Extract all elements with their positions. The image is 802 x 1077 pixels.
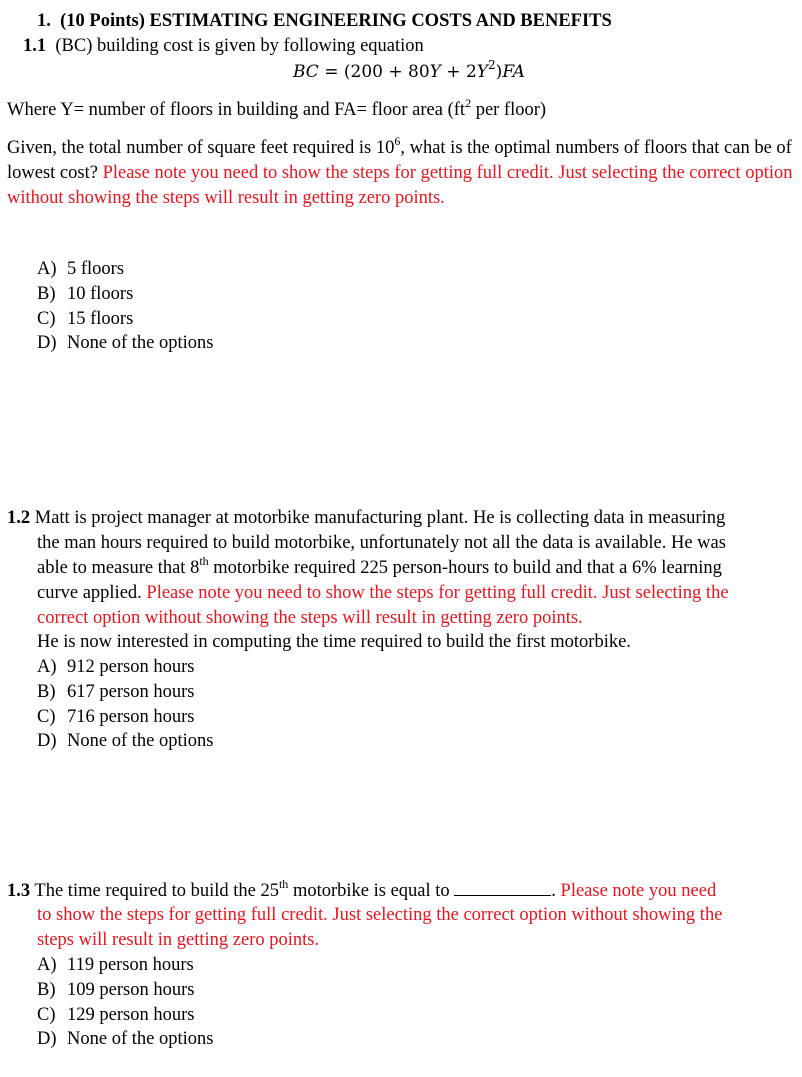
equation-v3: FA xyxy=(502,62,525,82)
option-text: 109 person hours xyxy=(67,979,195,1000)
q13-line1c: . xyxy=(551,881,561,901)
section-number: 1. xyxy=(37,11,51,31)
option-letter: A) xyxy=(37,259,57,279)
q13-line1a: The time required to build the 25 xyxy=(34,881,279,901)
option-text: 129 person hours xyxy=(67,1004,195,1025)
section-title: (10 Points) ESTIMATING ENGINEERING COSTS AND BENEFITS xyxy=(60,11,612,31)
question-1-3-line3: steps will result in getting zero points. xyxy=(37,930,320,950)
option-letter: B) xyxy=(37,681,56,702)
option-text: 5 floors xyxy=(67,259,125,279)
option-letter: B) xyxy=(37,979,56,1000)
option-text: 716 person hours xyxy=(67,706,195,727)
option-letter: C) xyxy=(37,308,56,329)
q12-line3a: able to measure that 8 xyxy=(37,558,200,578)
equation-c1: 200 xyxy=(350,62,383,82)
question-1-2-line4 xyxy=(37,581,729,606)
option-d xyxy=(37,1027,213,1052)
option-a xyxy=(37,257,213,282)
option-letter: C) xyxy=(37,706,56,727)
question-intro: (BC) building cost is given by following equation xyxy=(55,36,424,56)
option-text: None of the options xyxy=(67,333,214,354)
question-number: 1.3 xyxy=(7,881,31,901)
options-1-2 xyxy=(37,655,213,754)
option-letter: D) xyxy=(37,1029,57,1050)
option-a xyxy=(37,655,213,680)
option-letter: A) xyxy=(37,955,57,975)
given-superscript: 6 xyxy=(394,133,401,148)
credit-note: Please note you need to show the steps for getting full credit. Just selecting the correct option without showing the steps will result in getting zero points. xyxy=(7,162,793,208)
question-1-2-line3 xyxy=(37,553,722,581)
question-1-2-line5: correct option without showing the steps will result in getting zero points. xyxy=(37,608,583,628)
q12-superscript: th xyxy=(199,553,209,568)
option-letter: D) xyxy=(37,333,57,354)
option-letter: D) xyxy=(37,731,57,752)
question-1-1-intro xyxy=(23,34,424,59)
given-paragraph xyxy=(7,133,797,210)
option-text: 10 floors xyxy=(67,283,134,304)
equation-v2: Y xyxy=(476,62,489,82)
option-letter: C) xyxy=(37,1004,56,1025)
where-text-a: Where Y= number of floors in building and FA= floor area (ft xyxy=(7,100,466,120)
question-1-2-line2: the man hours required to build motorbike, unfortunately not all the data is available. He was xyxy=(37,533,726,553)
option-b xyxy=(37,680,213,705)
option-letter: A) xyxy=(37,657,57,677)
option-c xyxy=(37,1003,213,1028)
equation-eq: = ( xyxy=(318,62,351,82)
q12-line1: Matt is project manager at motorbike manufacturing plant. He is collecting data in measuring xyxy=(34,508,726,528)
credit-note: Please note you need xyxy=(560,881,717,901)
given-text-a: Given, the total number of square feet required is 10 xyxy=(7,138,395,158)
where-definition xyxy=(7,95,547,123)
option-text: None of the options xyxy=(67,1029,214,1050)
option-b xyxy=(37,978,213,1003)
options-1-1 xyxy=(37,257,213,356)
question-1-2-line6: He is now interested in computing the time required to build the first motorbike. xyxy=(37,632,631,652)
section-heading xyxy=(37,9,612,34)
equation-exponent: 2 xyxy=(488,58,496,73)
cost-equation xyxy=(293,60,525,85)
option-text: 119 person hours xyxy=(67,955,194,975)
credit-note: Please note you need to show the steps for getting full credit. Just selecting the xyxy=(146,583,729,603)
option-letter: B) xyxy=(37,283,56,304)
option-b xyxy=(37,282,213,307)
q12-line4a: curve applied. xyxy=(37,583,147,603)
q12-line3b: motorbike required 225 person-hours to build and that a 6% learning xyxy=(208,558,722,578)
option-text: 912 person hours xyxy=(67,657,195,677)
equation-lhs: BC xyxy=(293,62,319,82)
option-c xyxy=(37,705,213,730)
option-a xyxy=(37,953,213,978)
equation-plus1: + xyxy=(382,62,409,82)
given-text-b: , what is the optimal numbers of floors that can be of lowest cost? xyxy=(7,138,792,183)
option-text: 15 floors xyxy=(67,308,134,329)
q13-line1b: motorbike is equal to xyxy=(288,881,455,901)
where-text-b: per floor) xyxy=(471,100,547,120)
equation-v1: Y xyxy=(429,62,441,82)
option-text: None of the options xyxy=(67,731,214,752)
question-number: 1.1 xyxy=(23,36,47,56)
where-superscript: 2 xyxy=(465,95,472,110)
option-text: 617 person hours xyxy=(67,681,195,702)
equation-close: ) xyxy=(495,62,503,82)
q13-superscript: th xyxy=(278,876,289,891)
question-number: 1.2 xyxy=(7,508,31,528)
equation-c3: 2 xyxy=(465,62,477,82)
options-1-3 xyxy=(37,953,213,1052)
option-d xyxy=(37,331,213,356)
question-1-3-line2: to show the steps for getting full credit. Just selecting the correct option without showing the xyxy=(37,905,723,925)
equation-plus2: + xyxy=(440,62,466,82)
question-1-3-line1 xyxy=(7,878,716,904)
equation-c2: 80 xyxy=(408,62,430,82)
answer-blank[interactable] xyxy=(454,878,551,896)
option-d xyxy=(37,729,213,754)
option-c xyxy=(37,307,213,332)
question-1-2-line1 xyxy=(7,506,725,531)
